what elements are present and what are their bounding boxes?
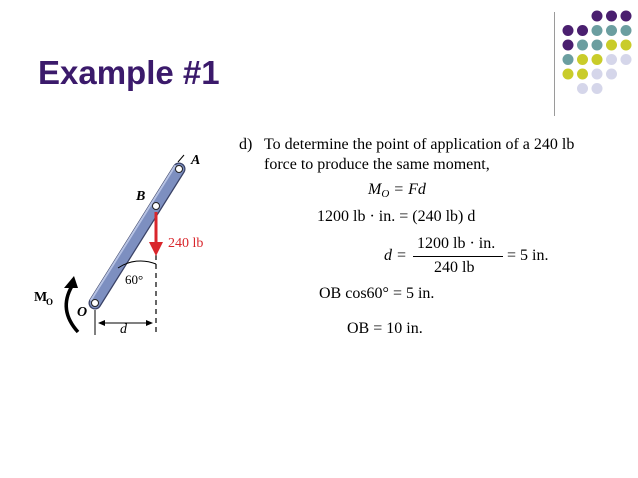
label-d: d [120,322,127,337]
label-a: A [191,153,201,168]
decorative-dot [621,11,632,22]
equation-2: 1200 lb · in. = (240 lb) d [317,208,476,225]
label-moment-subscript: O [46,297,54,307]
decorative-dot [606,69,617,80]
pin-b [153,203,160,210]
decorative-dot [592,54,603,65]
equation-3-rhs: = 5 in. [507,247,549,264]
slide-title: Example #1 [38,54,220,91]
decorative-dot [577,40,588,51]
decorative-dot [606,25,617,36]
decorative-dot [592,11,603,22]
problem-line-2: force to produce the same moment, [264,156,490,173]
equation-4: OB cos60° = 5 in. [319,285,435,302]
item-marker: d) [239,136,253,153]
tick-a [178,155,184,162]
equation-3-lhs: d = [384,247,407,264]
decorative-dot [563,25,574,36]
decorative-dot [592,25,603,36]
equation-3-numerator: 1200 lb · in. [417,235,496,252]
pin-a [176,166,183,173]
equation-1 [368,181,426,199]
label-o: O [77,305,88,320]
decorative-dot [563,69,574,80]
decorative-dot [592,83,603,94]
decorative-dot [577,69,588,80]
equation-5: OB = 10 in. [347,320,423,337]
eq1-subscript: O [381,188,390,200]
pin-o [92,300,99,307]
eq1-m: M [368,181,382,198]
decorative-dot [563,54,574,65]
decorative-dot [606,11,617,22]
eq1-rhs: = Fd [393,181,426,198]
decorative-dot [621,25,632,36]
decorative-dot [606,40,617,51]
label-angle: 60° [125,272,144,287]
rod-diagram [28,150,228,340]
equation-3-denominator: 240 lb [434,259,475,276]
moment-arrow [64,276,78,332]
decorative-dot [592,69,603,80]
fraction-bar [413,256,503,257]
decorative-dot [621,40,632,51]
decorative-dot [621,54,632,65]
label-moment: M [34,290,48,305]
decorative-dot [592,40,603,51]
decorative-dot [606,54,617,65]
decorative-dot [577,25,588,36]
label-force: 240 lb [168,236,204,251]
problem-line-1: To determine the point of application of a 240 lb [264,136,575,153]
decorative-dot [563,40,574,51]
decorative-dot [577,83,588,94]
label-b: B [136,189,146,204]
decorative-dot [577,54,588,65]
